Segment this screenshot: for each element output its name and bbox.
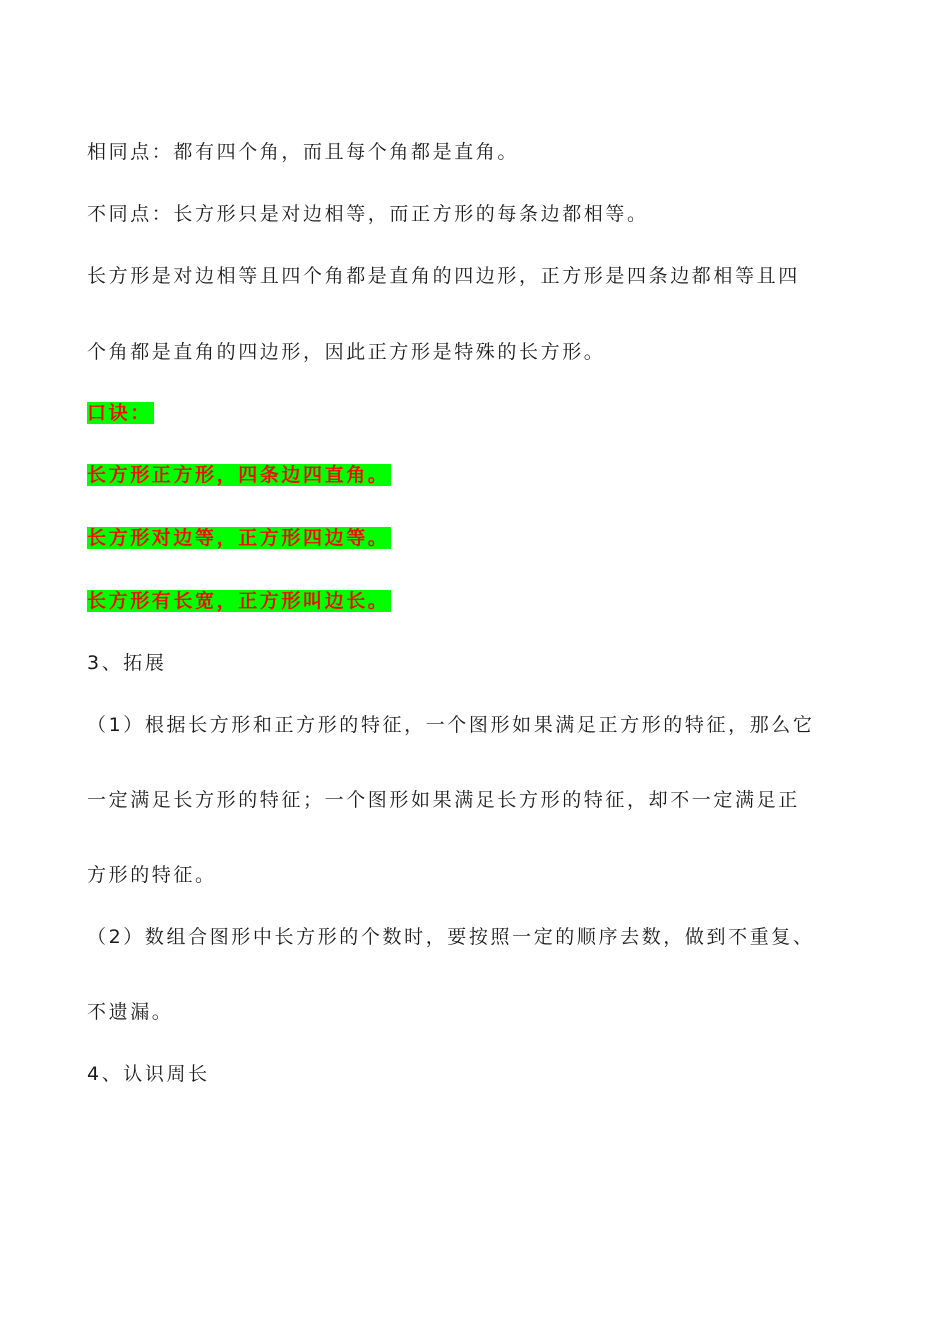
mnemonic-title-highlight: 口诀： <box>87 402 152 424</box>
mnemonic-line-3 <box>87 588 391 614</box>
extension-item-1-line-2: 一定满足长方形的特征；一个图形如果满足长方形的特征，却不一定满足正 <box>87 789 800 811</box>
mnemonic-title <box>87 400 154 426</box>
section-4-heading: 4、认识周长 <box>87 1063 210 1085</box>
mnemonic-line-2 <box>87 525 391 551</box>
extension-item-1-line-1: （1）根据长方形和正方形的特征，一个图形如果满足正方形的特征，那么它 <box>87 714 815 736</box>
definition-text-line-2: 个角都是直角的四边形，因此正方形是特殊的长方形。 <box>87 341 606 363</box>
extension-item-2-line-2: 不遗漏。 <box>87 1001 174 1023</box>
section-3-heading: 3、拓展 <box>87 652 167 674</box>
mnemonic-line-2-highlight: 长方形对边等，正方形四边等。 <box>87 527 390 549</box>
extension-item-1-line-3: 方形的特征。 <box>87 864 217 886</box>
same-points-text: 相同点：都有四个角，而且每个角都是直角。 <box>87 141 520 163</box>
definition-text-line-1: 长方形是对边相等且四个角都是直角的四边形，正方形是四条边都相等且四 <box>87 265 800 287</box>
mnemonic-line-1-highlight: 长方形正方形，四条边四直角。 <box>87 464 390 486</box>
mnemonic-line-1 <box>87 462 391 488</box>
extension-item-2-line-1: （2）数组合图形中长方形的个数时，要按照一定的顺序去数，做到不重复、 <box>87 926 815 948</box>
different-points-text: 不同点：长方形只是对边相等，而正方形的每条边都相等。 <box>87 203 649 225</box>
mnemonic-line-3-highlight: 长方形有长宽，正方形叫边长。 <box>87 590 390 612</box>
